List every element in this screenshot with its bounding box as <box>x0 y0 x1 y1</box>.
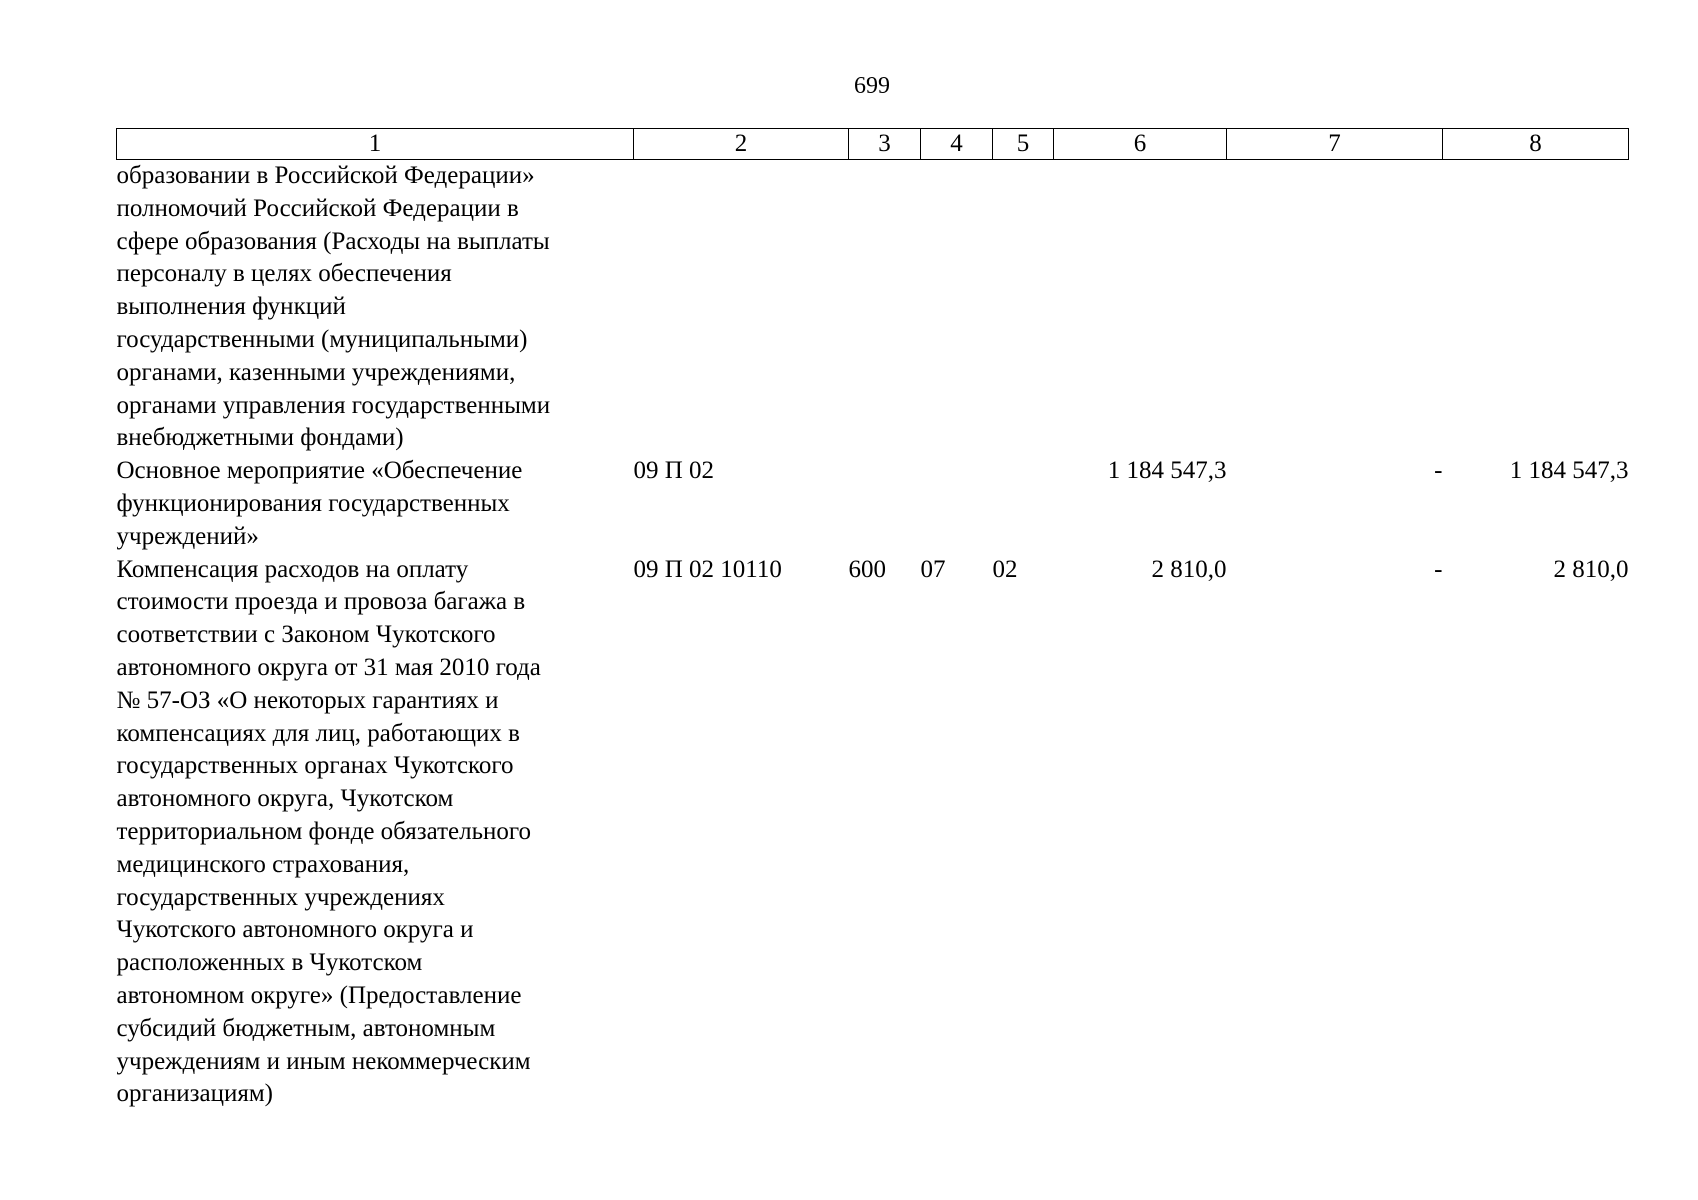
amount-cell-6: 2 810,0 <box>1151 555 1227 583</box>
column-header-6: 6 <box>1054 129 1227 160</box>
name-line: выполнения функций <box>116 293 346 321</box>
name-line: сфере образования (Расходы на выплаты <box>116 227 550 255</box>
name-line: органами управления государственными <box>116 391 551 419</box>
section-cell <box>921 160 993 456</box>
row-name-cell <box>117 554 634 1112</box>
amount-cell-8: 2 810,0 <box>1553 555 1629 583</box>
name-line: компенсациях для лиц, работающих в <box>116 719 520 747</box>
program-code-cell: 09 П 02 10110 <box>633 555 782 583</box>
expense-type-cell <box>849 455 921 553</box>
table-row <box>117 160 1629 456</box>
name-line: автономного округа, Чукотском <box>116 785 454 813</box>
name-line: государственных учреждениях <box>116 883 445 911</box>
column-header-8: 8 <box>1443 129 1629 160</box>
name-line: организациям) <box>116 1080 273 1108</box>
table-row <box>117 455 1629 553</box>
name-line: органами, казенными учреждениями, <box>116 358 516 386</box>
section-cell <box>921 455 993 553</box>
column-number-header-row <box>117 129 1629 160</box>
column-header-5: 5 <box>993 129 1054 160</box>
amount-cell-6: 1 184 547,3 <box>1107 457 1227 485</box>
subsection-cell <box>993 160 1054 456</box>
amount-cell-8 <box>1443 160 1629 456</box>
amount-cell-7 <box>1227 160 1443 456</box>
amount-cell-7: - <box>1434 457 1443 485</box>
name-line: медицинского страхования, <box>116 850 410 878</box>
amount-cell-8: 1 184 547,3 <box>1509 457 1629 485</box>
row-name-cell <box>117 455 634 553</box>
name-line: учреждений» <box>116 522 259 550</box>
name-line: субсидий бюджетным, автономным <box>116 1014 496 1042</box>
column-header-1: 1 <box>117 129 634 160</box>
name-line: Основное мероприятие «Обеспечение <box>116 457 523 485</box>
amount-cell-7: - <box>1434 555 1443 583</box>
name-line: автономного округа от 31 мая 2010 года <box>116 653 541 681</box>
expense-type-cell: 600 <box>848 555 886 583</box>
page-number: 699 <box>854 73 890 99</box>
name-line: соответствии с Законом Чукотского <box>116 621 496 649</box>
column-header-3: 3 <box>849 129 921 160</box>
program-code-cell <box>634 160 849 456</box>
name-line: территориальном фонде обязательного <box>116 817 532 845</box>
name-line: полномочий Российской Федерации в <box>116 194 519 222</box>
row-name-cell <box>117 160 634 456</box>
section-cell: 07 <box>920 555 946 583</box>
expense-type-cell <box>849 160 921 456</box>
name-line: государственных органах Чукотского <box>116 752 514 780</box>
program-code-cell: 09 П 02 <box>633 457 715 485</box>
column-header-7: 7 <box>1227 129 1443 160</box>
name-line: государственными (муниципальными) <box>116 325 528 353</box>
name-line: стоимости проезда и провоза багажа в <box>116 588 526 616</box>
name-line: образовании в Российской Федерации» <box>116 162 535 189</box>
name-line: функционирования государственных <box>116 489 510 517</box>
name-line: внебюджетными фондами) <box>116 424 404 452</box>
table-row <box>117 554 1629 1112</box>
name-line: персоналу в целях обеспечения <box>116 260 452 288</box>
budget-table <box>116 128 1629 1111</box>
name-line: Чукотского автономного округа и <box>116 916 474 944</box>
amount-cell-6 <box>1054 160 1227 456</box>
column-header-4: 4 <box>921 129 993 160</box>
name-line: Компенсация расходов на оплату <box>116 555 469 583</box>
column-header-2: 2 <box>634 129 849 160</box>
subsection-cell: 02 <box>992 555 1018 583</box>
name-line: № 57-ОЗ «О некоторых гарантиях и <box>116 686 499 714</box>
name-line: автономном округе» (Предоставление <box>116 981 522 1009</box>
subsection-cell <box>993 455 1054 553</box>
name-line: учреждениям и иным некоммерческим <box>116 1047 531 1075</box>
name-line: расположенных в Чукотском <box>116 949 423 977</box>
